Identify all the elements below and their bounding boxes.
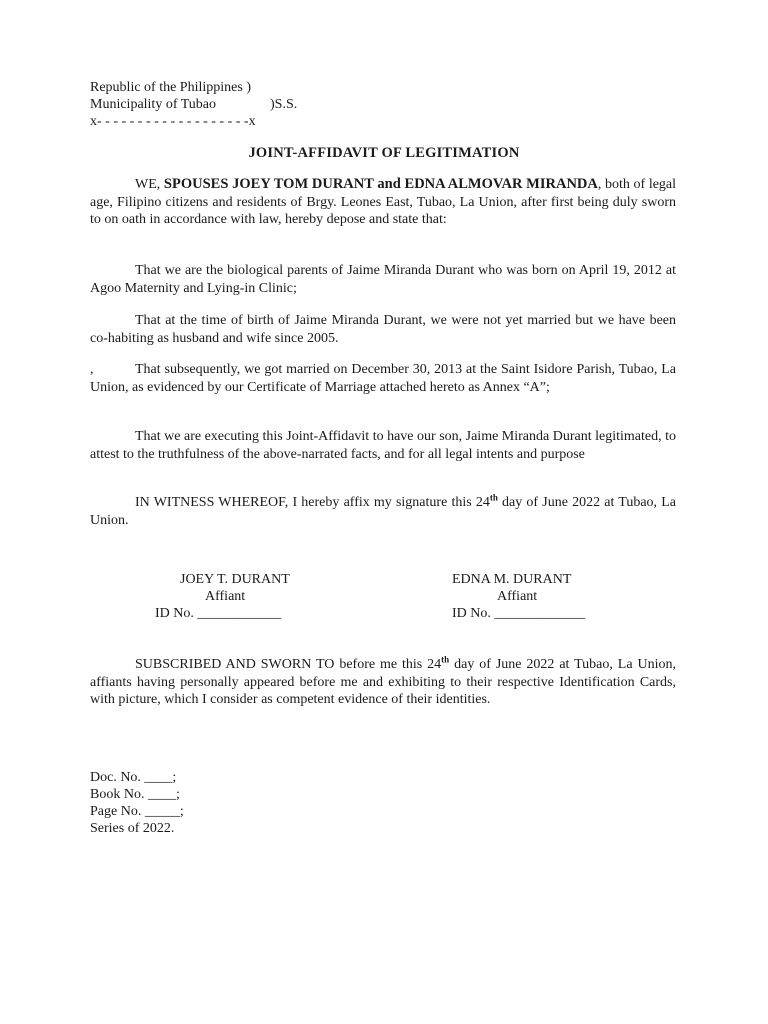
notarial-book-no: Book No. ____; <box>90 787 180 802</box>
venue-separator: x- - - - - - - - - - - - - - - - - - -x <box>90 114 256 129</box>
venue-republic: Republic of the Philippines ) <box>90 80 251 95</box>
signatory-2-role: Affiant <box>497 589 538 604</box>
notarial-series: Series of 2022. <box>90 821 175 836</box>
paragraph-cohabitation: That at the time of birth of Jaime Miranda Durant, we were not yet married but we have been co-habiting as husband and wife since 2005. <box>90 313 676 346</box>
witness-text-start: IN WITNESS WHEREOF, I hereby affix my signature this 24 <box>135 495 490 510</box>
intro-comma: , <box>597 177 602 192</box>
venue-ss: )S.S. <box>270 97 298 112</box>
signatory-1-id: ID No. ____________ <box>155 606 282 621</box>
paragraph-marriage: That subsequently, we got married on December 30, 2013 at the Saint Isidore Parish, Tubao, La Union, as evidenced by our Certificate of Marriage attached hereto as Annex “A”; <box>90 362 676 395</box>
intro-paragraph <box>90 176 676 229</box>
affiant-names: SPOUSES JOEY TOM DURANT and EDNA ALMOVAR MIRANDA <box>163 176 598 192</box>
jurat-ordinal: th <box>441 654 450 665</box>
witness-clause <box>90 494 676 529</box>
paragraph-purpose: That we are executing this Joint-Affidavit to have our son, Jaime Miranda Durant legitimated, to attest to the truthfulness of the above-narrated facts, and for all legal intents and purpose <box>90 429 676 462</box>
witness-text-end: day of June 2022 at Tubao, La Union. <box>90 495 676 528</box>
document-title: JOINT-AFFIDAVIT OF LEGITIMATION <box>248 145 520 161</box>
intro-body: both of legal age, Filipino citizens and residents of Brgy. Leones East, Tubao, La Union, after first being duly sworn to on oath in accordance with law, hereby depose and state that: <box>90 177 677 227</box>
signatory-2-name: EDNA M. DURANT <box>452 572 572 587</box>
signatory-2-id: ID No. _____________ <box>452 606 586 621</box>
notarial-page-no: Page No. _____; <box>90 804 184 819</box>
signatory-1-name: JOEY T. DURANT <box>180 572 290 587</box>
paragraph-parentage: That we are the biological parents of Jaime Miranda Durant who was born on April 19, 2012 at Agoo Maternity and Lying-in Clinic; <box>90 263 676 296</box>
signatory-1-role: Affiant <box>205 589 246 604</box>
witness-ordinal: th <box>489 492 498 503</box>
notarial-doc-no: Doc. No. ____; <box>90 770 177 785</box>
jurat-text-start: SUBSCRIBED AND SWORN TO before me this 24 <box>135 657 442 672</box>
jurat-clause <box>90 656 676 709</box>
jurat-text-end: day of June 2022 at Tubao, La Union, affiants having personally appeared before me and exhibiting to their respective Identification Cards, with picture, which I consider as competent evidence of their identities. <box>90 657 676 707</box>
intro-we: WE, <box>135 177 164 192</box>
stray-comma: , <box>90 362 94 377</box>
venue-municipality: Municipality of Tubao <box>90 97 217 112</box>
